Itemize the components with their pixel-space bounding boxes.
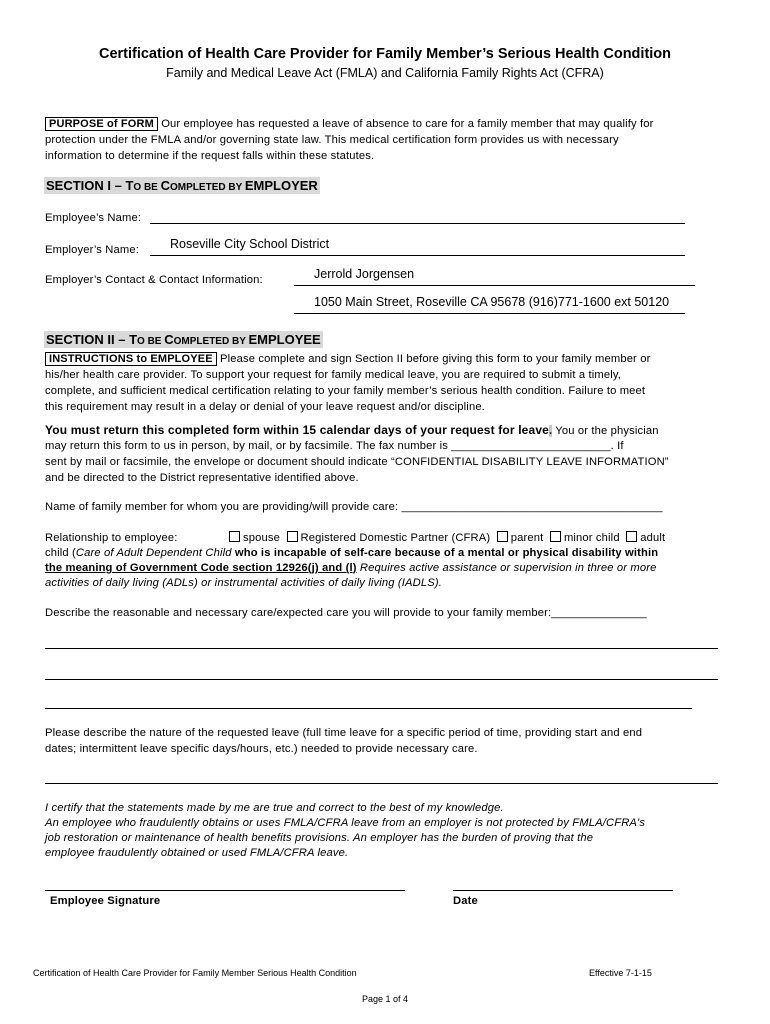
describe-care-field-2[interactable] <box>45 679 718 680</box>
purpose-line-2: protection under the FMLA and/or governing state law. This medical certification form provides us with necessary <box>45 134 619 146</box>
purpose-line-1 <box>45 116 653 132</box>
return-line-4: and be directed to the District representative identified above. <box>45 472 359 484</box>
certify-line-4: employee fraudulently obtained or used FMLA/CFRA leave. <box>45 847 349 859</box>
instructions-line-1 <box>45 351 650 367</box>
instructions-line-2: his/her health care provider. To support your request for family medical leave, you are required to submit a timely, <box>45 369 622 381</box>
instructions-text-1: Please complete and sign Section II before giving this form to your family member or <box>219 353 651 365</box>
return-line-3: sent by mail or facsimile, the envelope or document should indicate “CONFIDENTIAL DISABILITY LEAVE INFORMATION” <box>45 456 669 468</box>
contact-address-value[interactable]: 1050 Main Street, Roseville CA 95678 (916)771-1600 ext 50120 <box>314 295 670 309</box>
describe-care-field-3[interactable] <box>45 708 692 709</box>
instructions-line-4: this requirement may result in a delay or denial of your leave request and/or discipline. <box>45 401 485 413</box>
return-deadline: You must return this completed form within 15 calendar days of your request for leave <box>45 423 549 437</box>
footer-left: Certification of Health Care Provider for Family Member Serious Health Condition <box>33 968 357 978</box>
checkbox-parent[interactable] <box>497 531 508 542</box>
employee-name-label: Employee’s Name: <box>45 212 142 224</box>
relationship-label: Relationship to employee: <box>45 532 178 544</box>
contact-label: Employer’s Contact & Contact Information: <box>45 274 263 286</box>
checkbox-minor-child[interactable] <box>550 531 561 542</box>
employer-name-value[interactable]: Roseville City School District <box>170 237 330 251</box>
checkbox-rdp[interactable] <box>287 531 298 542</box>
employer-name-label: Employer’s Name: <box>45 244 140 256</box>
page-number: Page 1 of 4 <box>361 994 409 1004</box>
instructions-line-3: complete, and sufficient medical certification relating to your family member’s serious health condition. Failure to meet <box>45 385 646 397</box>
contact-name-value[interactable]: Jerrold Jorgensen <box>314 267 415 281</box>
nature-line-2: dates; intermittent leave specific days/hours, etc.) needed to provide necessary care. <box>45 743 478 755</box>
contact-name-line <box>294 285 695 286</box>
describe-care-field-1[interactable] <box>45 648 718 649</box>
return-line-2: may return this form to us in person, by mail, or by facsimile. The fax number is _________________________. If <box>45 440 624 452</box>
certify-line-3: job restoration or maintenance of health benefits provisions. An employer has the burden of proving that the <box>45 832 594 844</box>
adult-child-line-3: activities of daily living (ADLs) or instrumental activities of daily living (IADLS). <box>45 577 442 589</box>
section-2-heading: SECTION II – TO BE COMPLETED BY EMPLOYEE <box>46 332 321 347</box>
certify-line-1: I certify that the statements made by me are true and correct to the best of my knowledge. <box>45 802 504 814</box>
signature-field[interactable] <box>45 890 405 891</box>
purpose-label: PURPOSE of FORM <box>45 117 158 131</box>
contact-address-line <box>294 313 685 314</box>
adult-child-line-1: child (Care of Adult Dependent Child who is incapable of self-care because of a mental or physical disability within <box>45 547 659 559</box>
section-1-heading: SECTION I – TO BE COMPLETED BY EMPLOYER <box>46 178 318 193</box>
nature-field[interactable] <box>45 783 718 784</box>
form-title: Certification of Health Care Provider for Family Member’s Serious Health Condition <box>98 46 672 62</box>
relationship-options: spouse Registered Domestic Partner (CFRA) parent minor child adult <box>229 530 665 546</box>
date-label: Date <box>453 895 478 907</box>
footer-right: Effective 7-1-15 <box>589 968 652 978</box>
return-line-1: You must return this completed form within 15 calendar days of your request for leave. You or the physician <box>45 423 659 437</box>
instructions-label: INSTRUCTIONS to EMPLOYEE <box>45 352 217 366</box>
purpose-text-1: Our employee has requested a leave of absence to care for a family member that may qualify for <box>161 118 654 130</box>
checkbox-adult-child[interactable] <box>626 531 637 542</box>
describe-care-label: Describe the reasonable and necessary care/expected care you will provide to your family member:_______________ <box>45 607 647 619</box>
certify-line-2: An employee who fraudulently obtains or uses FMLA/CFRA leave from an employer is not protected by FMLA/CFRA's <box>45 817 646 829</box>
purpose-line-3: information to determine if the request falls within these statutes. <box>45 150 375 162</box>
signature-label: Employee Signature <box>50 895 161 907</box>
employer-name-line <box>150 255 685 256</box>
date-field[interactable] <box>453 890 673 891</box>
checkbox-spouse[interactable] <box>229 531 240 542</box>
family-member-line[interactable]: Name of family member for whom you are providing/will provide care: _________________________________________ <box>45 501 663 513</box>
form-subtitle: Family and Medical Leave Act (FMLA) and California Family Rights Act (CFRA) <box>166 66 604 80</box>
adult-child-line-2: the meaning of Government Code section 12926(j) and (l) Requires active assistance or supervision in three or more <box>45 562 657 574</box>
nature-line-1: Please describe the nature of the requested leave (full time leave for a specific period of time, providing start and end <box>45 727 643 739</box>
employee-name-field[interactable] <box>150 223 685 224</box>
